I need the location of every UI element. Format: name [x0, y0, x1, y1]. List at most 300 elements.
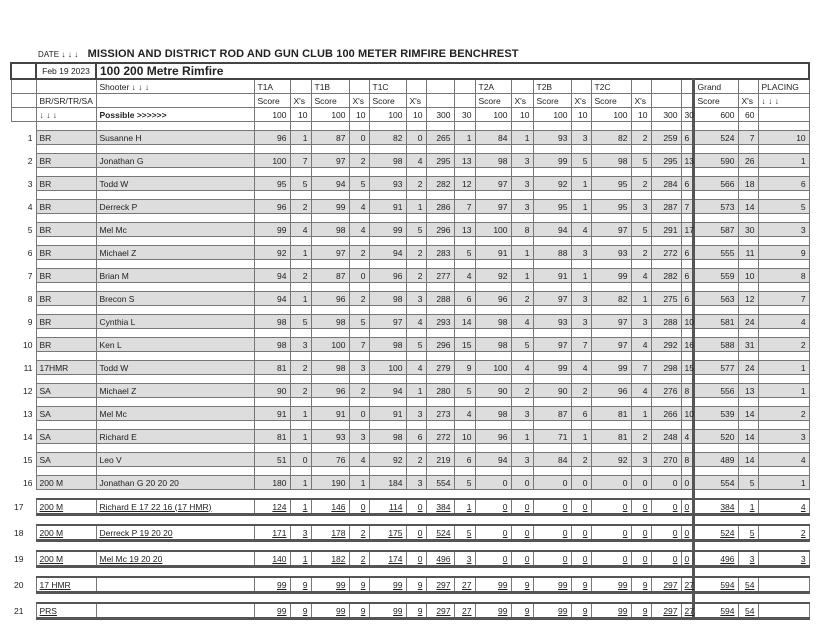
t2-total-x: 0: [681, 499, 693, 515]
spacer-cell: [96, 467, 254, 476]
row-number: 14: [11, 430, 36, 444]
row-number: 5: [11, 223, 36, 237]
spacer-cell: [738, 168, 758, 177]
t1c-score: 97: [369, 315, 406, 329]
header-t1-total: [426, 94, 454, 108]
t2c-score: 97: [591, 315, 631, 329]
spacer-cell: [651, 398, 681, 407]
spacer-cell: [681, 421, 693, 430]
spacer-cell: [681, 168, 693, 177]
t1a-x: 1: [290, 551, 311, 567]
spacer-cell: [571, 191, 591, 200]
grand-score: 555: [693, 246, 738, 260]
spacer-cell: [475, 306, 511, 315]
t2b-x: 2: [571, 453, 591, 467]
spacer-cell: [349, 567, 369, 578]
t1c-score: 94: [369, 384, 406, 398]
spacer-cell: [454, 237, 475, 246]
placing: 2: [758, 338, 809, 352]
header-t1c-x: 10: [406, 108, 426, 122]
t1c-score: 91: [369, 407, 406, 421]
spacer-cell: [11, 352, 36, 361]
t1c-score: 96: [369, 269, 406, 283]
spacer-cell: [591, 567, 631, 578]
spacer-cell: [254, 237, 290, 246]
spacer-cell: [426, 567, 454, 578]
t1-total: 297: [426, 577, 454, 593]
spacer-cell: [511, 352, 533, 361]
spacer-cell: [254, 352, 290, 361]
header-grand-x: [738, 79, 758, 94]
t2a-x: 4: [511, 361, 533, 375]
spacer-cell: [36, 444, 96, 453]
t2b-score: 88: [533, 246, 571, 260]
table-row: [11, 551, 809, 567]
spacer-cell: [290, 398, 311, 407]
spacer-cell: [254, 306, 290, 315]
header-t2c-score: T2C: [591, 79, 631, 94]
spacer-cell: [758, 260, 809, 269]
header-class: [36, 79, 96, 94]
t1b-x: 0: [349, 269, 369, 283]
grand-x: 18: [738, 177, 758, 191]
t1b-score: 99: [311, 200, 349, 214]
spacer-cell: [693, 214, 738, 223]
spacer-cell: [758, 490, 809, 500]
t1b-score: 99: [311, 577, 349, 593]
spacer-cell: [475, 567, 511, 578]
spacer-cell: [631, 122, 651, 131]
spacer-cell: [311, 421, 349, 430]
spacer-cell: [349, 260, 369, 269]
spacer-cell: [11, 444, 36, 453]
spacer-row: [11, 329, 809, 338]
spacer-cell: [533, 593, 571, 604]
spacer-cell: [693, 541, 738, 552]
t2c-x: 3: [631, 453, 651, 467]
spacer-cell: [651, 541, 681, 552]
spacer-cell: [475, 593, 511, 604]
spacer-row: [11, 283, 809, 292]
t2-total-x: 6: [681, 292, 693, 306]
header-class: ↓ ↓ ↓: [36, 108, 96, 122]
t2a-score: 0: [475, 499, 511, 515]
spacer-cell: [349, 168, 369, 177]
t1b-x: 4: [349, 200, 369, 214]
class: 200 M: [36, 476, 96, 490]
grand-x: 30: [738, 223, 758, 237]
spacer-cell: [475, 375, 511, 384]
spacer-cell: [651, 122, 681, 131]
t1b-x: 2: [349, 246, 369, 260]
row-number: 12: [11, 384, 36, 398]
spacer-cell: [533, 237, 571, 246]
t2a-x: 4: [511, 315, 533, 329]
t1-total-x: 5: [454, 384, 475, 398]
table-row: [11, 453, 809, 467]
t1-total: 296: [426, 338, 454, 352]
spacer-cell: [290, 515, 311, 526]
shooter: Susanne H: [96, 131, 254, 145]
spacer-cell: [11, 490, 36, 500]
spacer-cell: [11, 515, 36, 526]
t2b-x: 9: [571, 603, 591, 619]
t1b-score: 182: [311, 551, 349, 567]
t2b-score: 87: [533, 407, 571, 421]
spacer-cell: [693, 467, 738, 476]
spacer-cell: [369, 168, 406, 177]
t2a-x: 3: [511, 407, 533, 421]
spacer-cell: [349, 541, 369, 552]
spacer-cell: [426, 168, 454, 177]
t1c-x: 0: [406, 131, 426, 145]
header-t2b-x: [571, 79, 591, 94]
spacer-cell: [571, 237, 591, 246]
class: 200 M: [36, 525, 96, 541]
spacer-cell: [426, 145, 454, 154]
spacer-cell: [36, 515, 96, 526]
spacer-cell: [681, 214, 693, 223]
placing: 8: [758, 269, 809, 283]
spacer-cell: [369, 490, 406, 500]
header-t1c-x: X's: [406, 94, 426, 108]
spacer-cell: [406, 421, 426, 430]
t2a-x: 2: [511, 384, 533, 398]
spacer-cell: [349, 375, 369, 384]
t1-total-x: 1: [454, 499, 475, 515]
t1c-x: 2: [406, 269, 426, 283]
spacer-cell: [475, 191, 511, 200]
t1b-x: 2: [349, 154, 369, 168]
row-number: 4: [11, 200, 36, 214]
t2-total-x: 7: [681, 200, 693, 214]
grand-score: 590: [693, 154, 738, 168]
t1b-x: 3: [349, 361, 369, 375]
t2-total-x: 8: [681, 453, 693, 467]
t2c-x: 2: [631, 131, 651, 145]
spacer-cell: [254, 375, 290, 384]
row-number: 11: [11, 361, 36, 375]
t1a-score: 99: [254, 603, 290, 619]
spacer-cell: [758, 515, 809, 526]
t1b-x: 2: [349, 384, 369, 398]
spacer-cell: [591, 467, 631, 476]
spacer-cell: [475, 122, 511, 131]
spacer-cell: [349, 329, 369, 338]
shooter: Mel Mc: [96, 407, 254, 421]
t2b-x: 3: [571, 246, 591, 260]
spacer-cell: [533, 122, 571, 131]
spacer-cell: [693, 168, 738, 177]
spacer-cell: [11, 214, 36, 223]
spacer-cell: [591, 515, 631, 526]
t2-total: 282: [651, 269, 681, 283]
spacer-cell: [511, 515, 533, 526]
t1c-x: 3: [406, 407, 426, 421]
spacer-cell: [571, 375, 591, 384]
spacer-cell: [651, 214, 681, 223]
t2a-score: 98: [475, 315, 511, 329]
spacer-cell: [758, 168, 809, 177]
spacer-cell: [311, 237, 349, 246]
header-t1b-x: [349, 79, 369, 94]
t2-total-x: 13: [681, 154, 693, 168]
spacer-cell: [11, 122, 36, 131]
spacer-cell: [758, 329, 809, 338]
spacer-cell: [290, 145, 311, 154]
t2-total-x: 17: [681, 223, 693, 237]
t2c-x: 1: [631, 407, 651, 421]
t1c-x: 1: [406, 200, 426, 214]
spacer-cell: [369, 444, 406, 453]
spacer-cell: [651, 490, 681, 500]
header-placing: ↓ ↓ ↓: [758, 94, 809, 108]
spacer-cell: [533, 329, 571, 338]
t2b-x: 0: [571, 499, 591, 515]
spacer-cell: [11, 283, 36, 292]
spacer-cell: [290, 191, 311, 200]
t1a-score: 99: [254, 577, 290, 593]
spacer-cell: [406, 593, 426, 604]
t2-total-x: 6: [681, 131, 693, 145]
spacer-cell: [406, 375, 426, 384]
spacer-cell: [349, 214, 369, 223]
row-number: 13: [11, 407, 36, 421]
header-t2c-score: 100: [591, 108, 631, 122]
t1b-x: 9: [349, 603, 369, 619]
spacer-cell: [591, 260, 631, 269]
spacer-row: [11, 260, 809, 269]
spacer-cell: [738, 260, 758, 269]
class: 200 M: [36, 499, 96, 515]
placing: 3: [758, 551, 809, 567]
spacer-cell: [511, 398, 533, 407]
spacer-cell: [426, 283, 454, 292]
spacer-cell: [11, 593, 36, 604]
spacer-cell: [254, 145, 290, 154]
spacer-cell: [369, 237, 406, 246]
header-grand-score: 600: [693, 108, 738, 122]
t2-total: 297: [651, 603, 681, 619]
grand-score: 587: [693, 223, 738, 237]
spacer-cell: [533, 352, 571, 361]
t2-total: 0: [651, 525, 681, 541]
t1c-score: 98: [369, 430, 406, 444]
t1-total-x: 4: [454, 269, 475, 283]
t1a-x: 1: [290, 476, 311, 490]
spacer-cell: [96, 541, 254, 552]
spacer-cell: [96, 306, 254, 315]
t2a-score: 99: [475, 603, 511, 619]
grand-score: 581: [693, 315, 738, 329]
table-row: [11, 603, 809, 619]
t2a-x: 1: [511, 246, 533, 260]
spacer-cell: [591, 145, 631, 154]
spacer-cell: [533, 168, 571, 177]
t1a-x: 7: [290, 154, 311, 168]
spacer-cell: [591, 541, 631, 552]
t2b-x: 1: [571, 430, 591, 444]
header-grand-score: Grand: [693, 79, 738, 94]
spacer-cell: [290, 237, 311, 246]
spacer-cell: [426, 122, 454, 131]
t2c-score: 81: [591, 407, 631, 421]
table-row: [11, 476, 809, 490]
row-number: 9: [11, 315, 36, 329]
table-row: [11, 525, 809, 541]
spacer-cell: [511, 260, 533, 269]
t2c-score: 81: [591, 430, 631, 444]
header-t2a-x: X's: [511, 94, 533, 108]
placing: 6: [758, 177, 809, 191]
spacer-cell: [454, 145, 475, 154]
spacer-cell: [254, 515, 290, 526]
header-t2c-x: [631, 79, 651, 94]
shooter: [96, 603, 254, 619]
t1a-score: 100: [254, 154, 290, 168]
header-row: [11, 94, 809, 108]
t2b-score: 99: [533, 577, 571, 593]
t1a-score: 99: [254, 223, 290, 237]
spacer-cell: [651, 421, 681, 430]
header-t1a-score: Score: [254, 94, 290, 108]
t1a-x: 1: [290, 292, 311, 306]
spacer-cell: [96, 145, 254, 154]
spacer-cell: [454, 306, 475, 315]
t2c-x: 5: [631, 154, 651, 168]
spacer-cell: [454, 541, 475, 552]
spacer-cell: [36, 593, 96, 604]
event-name: 100 200 Metre Rimfire: [96, 63, 809, 79]
spacer-cell: [533, 567, 571, 578]
spacer-cell: [254, 490, 290, 500]
t2b-x: 4: [571, 223, 591, 237]
t1-total-x: 6: [454, 292, 475, 306]
t2a-score: 0: [475, 476, 511, 490]
placing: 7: [758, 292, 809, 306]
spacer-cell: [651, 467, 681, 476]
t1-total-x: 15: [454, 338, 475, 352]
spacer-cell: [631, 191, 651, 200]
spacer-cell: [631, 444, 651, 453]
t1a-x: 2: [290, 269, 311, 283]
t2b-score: 99: [533, 603, 571, 619]
header-grand-score: Score: [693, 94, 738, 108]
t1a-x: 1: [290, 131, 311, 145]
shooter: Todd W: [96, 361, 254, 375]
t2a-score: 0: [475, 551, 511, 567]
t2a-x: 0: [511, 551, 533, 567]
t2a-x: 0: [511, 476, 533, 490]
spacer-cell: [96, 375, 254, 384]
header-t1a-x: [290, 79, 311, 94]
spacer-cell: [591, 421, 631, 430]
t2c-score: 96: [591, 384, 631, 398]
spacer-cell: [96, 593, 254, 604]
t1a-x: 5: [290, 315, 311, 329]
t1-total-x: 5: [454, 476, 475, 490]
header-t1-total-x: 30: [454, 108, 475, 122]
t1c-score: 99: [369, 603, 406, 619]
spacer-cell: [349, 398, 369, 407]
t2c-x: 4: [631, 384, 651, 398]
t1a-x: 2: [290, 384, 311, 398]
spacer-cell: [454, 567, 475, 578]
spacer-cell: [311, 168, 349, 177]
shooter: Jonathan G: [96, 154, 254, 168]
spacer-cell: [631, 567, 651, 578]
t1c-x: 5: [406, 338, 426, 352]
t2-total: 0: [651, 476, 681, 490]
spacer-cell: [511, 467, 533, 476]
grand-x: 26: [738, 154, 758, 168]
t2a-score: 97: [475, 177, 511, 191]
t2-total-x: 10: [681, 407, 693, 421]
spacer-cell: [631, 352, 651, 361]
t1b-score: 97: [311, 246, 349, 260]
spacer-cell: [758, 306, 809, 315]
t1a-score: 90: [254, 384, 290, 398]
spacer-cell: [406, 283, 426, 292]
spacer-cell: [406, 168, 426, 177]
t2a-score: 99: [475, 577, 511, 593]
spacer-cell: [254, 567, 290, 578]
spacer-cell: [533, 260, 571, 269]
spacer-cell: [311, 593, 349, 604]
spacer-cell: [651, 306, 681, 315]
spacer-cell: [454, 122, 475, 131]
spacer-cell: [738, 375, 758, 384]
shooter: Richard E: [96, 430, 254, 444]
t1a-x: 0: [290, 453, 311, 467]
t2-total: 297: [651, 577, 681, 593]
t1-total-x: 6: [454, 453, 475, 467]
spacer-cell: [96, 421, 254, 430]
header-t2a-x: [511, 79, 533, 94]
t2a-score: 96: [475, 430, 511, 444]
spacer-cell: [693, 490, 738, 500]
spacer-cell: [738, 515, 758, 526]
t2b-score: 93: [533, 315, 571, 329]
t1b-score: 87: [311, 269, 349, 283]
spacer-cell: [475, 260, 511, 269]
t1c-x: 2: [406, 453, 426, 467]
t2-total-x: 6: [681, 177, 693, 191]
spacer-cell: [36, 490, 96, 500]
spacer-cell: [290, 122, 311, 131]
spacer-cell: [290, 260, 311, 269]
class: SA: [36, 384, 96, 398]
t1b-x: 5: [349, 315, 369, 329]
t1a-score: 98: [254, 315, 290, 329]
t2-total: 259: [651, 131, 681, 145]
spacer-cell: [693, 515, 738, 526]
spacer-cell: [758, 122, 809, 131]
spacer-cell: [693, 567, 738, 578]
shooter: [96, 577, 254, 593]
t1c-x: 2: [406, 246, 426, 260]
spacer-cell: [651, 237, 681, 246]
t2a-x: 0: [511, 499, 533, 515]
spacer-cell: [681, 398, 693, 407]
class: BR: [36, 200, 96, 214]
header-t1c-x: [406, 79, 426, 94]
header-shooter: Shooter ↓ ↓ ↓: [96, 79, 254, 94]
spacer-cell: [511, 214, 533, 223]
t2a-x: 1: [511, 430, 533, 444]
spacer-cell: [533, 444, 571, 453]
class: BR: [36, 154, 96, 168]
